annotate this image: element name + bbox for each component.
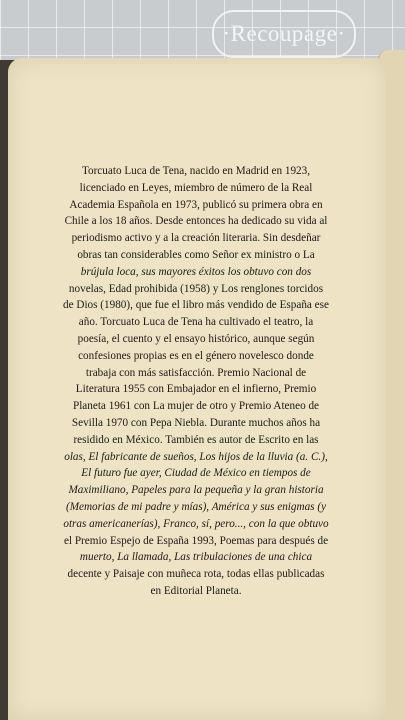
- bio-line: en Editorial Planeta.: [150, 584, 242, 597]
- bio-line: de Dios (1980), que fue el libro más vendido de España ese: [63, 299, 329, 312]
- bio-line: novelas, Edad prohibida (1958) y Los renglones torcidos: [68, 282, 324, 295]
- bio-line: decente y Paisaje con muñeca rota, todas ellas publicadas: [67, 568, 325, 581]
- bio-line: año. Torcuato Luca de Tena ha cultivado el teatro, la: [78, 316, 314, 329]
- bio-line: periodismo activo y a la creación literaria. Sin desdeñar: [71, 232, 321, 245]
- bio-line: El futuro fue ayer, Ciudad de México en tiempos de: [81, 467, 311, 480]
- bio-line: licenciado en Leyes, miembro de número de la Real: [79, 181, 313, 194]
- book-page: [8, 58, 386, 720]
- bio-line: Planeta 1961 con La mujer de otro y Premio Ateneo de: [72, 400, 320, 413]
- bio-line: confesiones propias es en el género novelesco donde: [78, 349, 314, 362]
- bio-line: Academia Española en 1973, publicó su primera obra en: [69, 198, 323, 211]
- bio-line: Literatura 1955 con Embajador en el infierno, Premio: [75, 383, 317, 396]
- bio-line: Maximiliano, Papeles para la pequeña y la gran historia: [68, 484, 324, 497]
- bio-line: brújula loca, sus mayores éxitos los obtuvo con dos: [80, 265, 312, 278]
- bio-line: Chile a los 18 años. Desde entonces ha dedicado su vida al: [64, 215, 328, 228]
- bio-line: otras americanerías), Franco, sí, pero..., con la que obtuvo: [63, 517, 329, 530]
- bio-line: Torcuato Luca de Tena, nacido en Madrid en 1923,: [81, 165, 311, 177]
- bio-line: obras tan considerables como Señor ex ministro o La: [77, 248, 315, 261]
- mat-brand-logo: ·Recoupage·: [212, 10, 356, 58]
- author-biography: [26, 163, 366, 600]
- bio-line: poesía, el cuento y el ensayo histórico, aunque según: [77, 332, 315, 345]
- bio-line: (Memorias de mi padre y mías), América y sus enigmas (y: [65, 500, 327, 513]
- bio-line: muerto, La llamada, Las tribulaciones de una chica: [79, 551, 313, 564]
- bio-line: el Premio Espejo de España 1993, Poemas para después de: [63, 534, 329, 547]
- bio-line: olas, El fabricante de sueños, Los hijos de la lluvia (a. C.),: [64, 450, 328, 463]
- bio-line: residido en México. También es autor de Escrito en las: [73, 433, 319, 446]
- bio-line: Sevilla 1970 con Pepa Niebla. Durante muchos años ha: [71, 416, 321, 429]
- bio-line: trabaja con más satisfacción. Premio Nacional de: [85, 366, 307, 379]
